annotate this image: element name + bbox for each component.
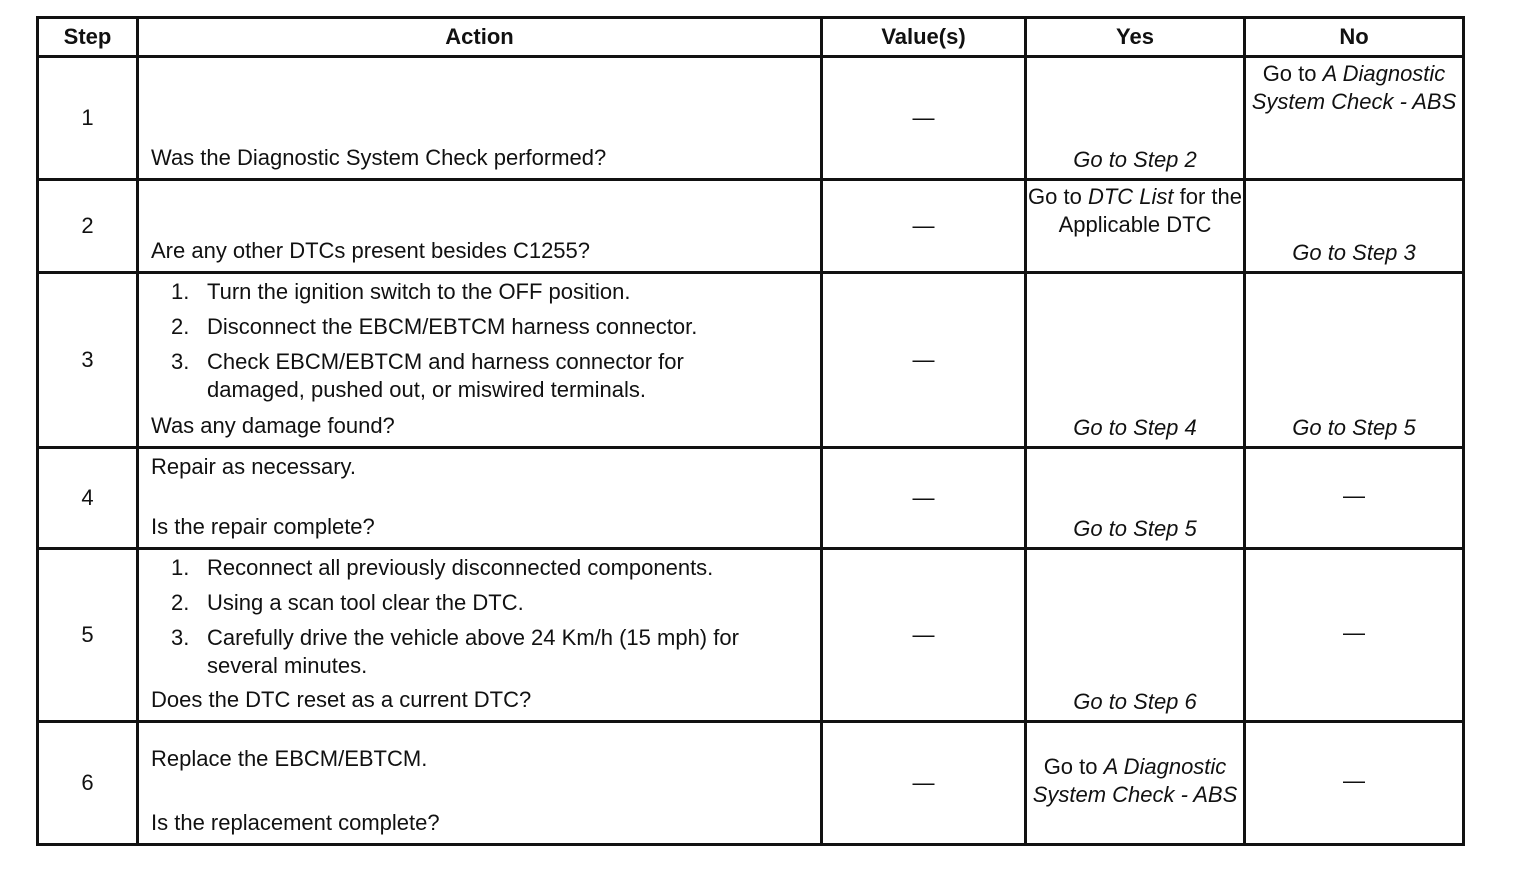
yes-prefix: Go to xyxy=(1043,754,1098,779)
table-row-step-6 xyxy=(38,722,1464,845)
table-row-step-4 xyxy=(38,448,1464,549)
action-intro: Replace the EBCM/EBTCM. xyxy=(151,746,428,771)
action-question: Was any damage found? xyxy=(151,413,395,438)
step-number: 1 xyxy=(38,57,138,180)
no-prefix: Go to xyxy=(1262,61,1317,86)
action-question: Does the DTC reset as a current DTC? xyxy=(151,687,532,712)
yes-cell: Go to Step 2 xyxy=(1026,57,1245,180)
step-number: 2 xyxy=(38,180,138,273)
yes-cell xyxy=(1026,180,1245,273)
sub-step: 2. Using a scan tool clear the DTC. xyxy=(171,590,524,615)
action-question: Are any other DTCs present besides C1255? xyxy=(151,238,591,263)
step-number: 4 xyxy=(38,448,138,549)
value-cell: — xyxy=(822,722,1026,845)
yes-prefix: Go to xyxy=(1028,184,1082,209)
table-row-step-1 xyxy=(38,57,1464,180)
no-cell: Go to Step 3 xyxy=(1245,180,1464,273)
action-question: Was the Diagnostic System Check performed? xyxy=(151,145,607,170)
no-link: A Diagnostic System Check - ABS xyxy=(1251,61,1457,114)
yes-link: DTC List xyxy=(1087,184,1174,209)
sub-step-list xyxy=(151,278,808,404)
action-cell xyxy=(138,180,822,273)
header-row xyxy=(38,18,1464,57)
header-yes: Yes xyxy=(1026,18,1245,57)
header-values: Value(s) xyxy=(822,18,1026,57)
sub-step-list xyxy=(151,554,808,680)
header-step: Step xyxy=(38,18,138,57)
yes-cell: Go to Step 6 xyxy=(1026,549,1245,722)
sub-step: 3. Carefully drive the vehicle above 24 Km/h (15 mph) for several minutes. xyxy=(171,625,739,678)
action-cell xyxy=(138,448,822,549)
yes-suffix: for the Applicable DTC xyxy=(1058,184,1242,237)
action-intro: Repair as necessary. xyxy=(151,454,357,479)
no-cell: — xyxy=(1245,722,1464,845)
table-row-step-5 xyxy=(38,549,1464,722)
header-action: Action xyxy=(138,18,822,57)
step-number: 5 xyxy=(38,549,138,722)
action-question: Is the repair complete? xyxy=(151,514,375,539)
action-cell xyxy=(138,722,822,845)
no-cell: Go to Step 5 xyxy=(1245,273,1464,448)
table-row-step-3 xyxy=(38,273,1464,448)
action-cell xyxy=(138,57,822,180)
value-cell: — xyxy=(822,57,1026,180)
action-cell xyxy=(138,273,822,448)
yes-cell: Go to Step 4 xyxy=(1026,273,1245,448)
yes-cell: Go to Step 5 xyxy=(1026,448,1245,549)
yes-cell xyxy=(1026,722,1245,845)
sub-step: 2. Disconnect the EBCM/EBTCM harness connector. xyxy=(171,314,698,339)
step-number: 3 xyxy=(38,273,138,448)
no-cell: — xyxy=(1245,448,1464,549)
value-cell: — xyxy=(822,448,1026,549)
value-cell: — xyxy=(822,273,1026,448)
value-cell: — xyxy=(822,549,1026,722)
diagnostic-table xyxy=(36,16,1465,846)
no-cell: — xyxy=(1245,549,1464,722)
no-cell xyxy=(1245,57,1464,180)
table-row-step-2 xyxy=(38,180,1464,273)
action-cell xyxy=(138,549,822,722)
sub-step: 1. Reconnect all previously disconnected components. xyxy=(171,555,714,580)
header-no: No xyxy=(1245,18,1464,57)
step-number: 6 xyxy=(38,722,138,845)
sub-step: 3. Check EBCM/EBTCM and harness connector for damaged, pushed out, or miswired terminals. xyxy=(171,349,684,402)
action-question: Is the replacement complete? xyxy=(151,810,440,835)
sub-step: 1. Turn the ignition switch to the OFF position. xyxy=(171,279,631,304)
yes-link: A Diagnostic System Check - ABS xyxy=(1032,754,1238,807)
value-cell: — xyxy=(822,180,1026,273)
